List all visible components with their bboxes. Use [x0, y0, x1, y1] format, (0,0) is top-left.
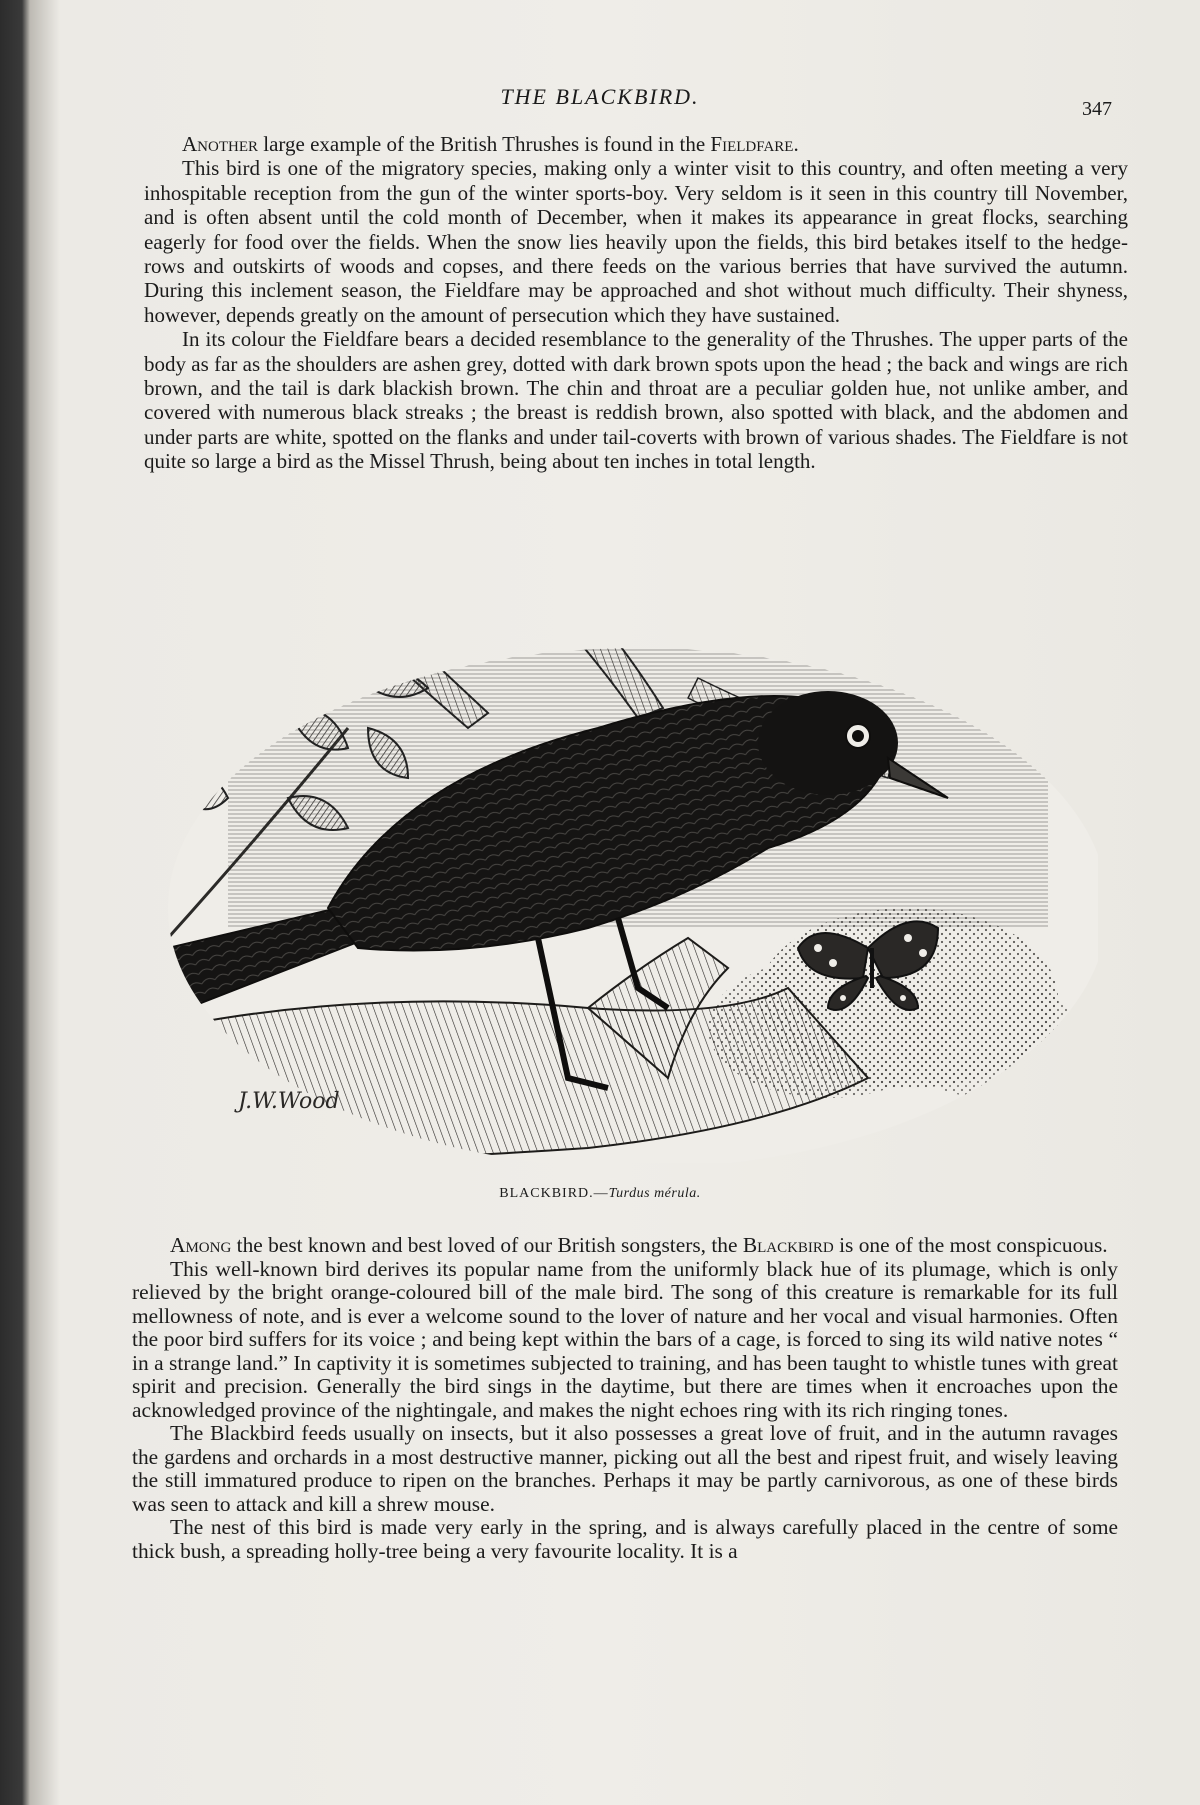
paragraph-text: is one of the most conspicuous. — [833, 1233, 1108, 1257]
engraver-signature: J.W.Wood — [238, 1089, 340, 1114]
lead-word: Among — [170, 1233, 232, 1257]
paragraph: In its colour the Fieldfare bears a decided resemblance to the generality of the Thrushes. The upper parts of the body as far as the shoulders are ashen grey, dotted with dark brown spots upon the head ; the back and wings are rich brown, and the tail is dark blackish brown. The chin and throat are a peculiar golden hue, not unlike amber, and covered with numerous black streaks ; the breast is reddish brown, also spotted with black, and the abdomen and under parts are white, spotted on the flanks and under tail-coverts with brown of various shades. The Fieldfare is not quite so large a bird as the Missel Thrush, being about ten inches in total length. — [144, 327, 1128, 474]
blackbird-section — [132, 1234, 1118, 1563]
species-name: Blackbird — [742, 1233, 834, 1257]
paragraph: The nest of this bird is made very early in the spring, and is always carefully placed in the centre of some thick bush, a spreading holly-tree being a very favourite locality. It is a — [132, 1515, 1118, 1563]
page-number: 347 — [1082, 98, 1112, 120]
paragraph: This well-known bird derives its popular name from the uniformly black hue of its plumage, which is only relieved by the bright orange-coloured bill of the male bird. The song of this creature is remarkable for its full mellowness of note, and is ever a welcome sound to the lover of nature and her vocal and visual harmonies. Often the poor bird suffers for its voice ; and being kept within the bars of a cage, is forced to sing its wild native notes “ in a strange land.” In captivity it is sometimes subjected to training, and has been taught to whistle tunes with great spirit and precision. Generally the bird sings in the daytime, but there are times when it encroaches upon the acknowledged province of the nightingale, and makes the night echoes ring with its rich ringing tones. — [132, 1256, 1118, 1422]
paragraph-text: . — [793, 132, 799, 156]
caption-latin: Turdus mérula. — [608, 1186, 701, 1201]
blackbird-illustration — [168, 608, 1098, 1163]
paragraph-text: the best known and best loved of our British songsters, the — [231, 1233, 743, 1257]
paragraph-text: large example of the British Thrushes is found in the — [258, 132, 711, 156]
lead-word: Another — [182, 132, 258, 156]
figure-caption — [0, 1186, 1200, 1202]
caption-name: BLACKBIRD.— — [499, 1186, 609, 1201]
fieldfare-section — [144, 132, 1128, 474]
paragraph — [132, 1234, 1118, 1258]
paragraph — [144, 132, 1128, 156]
running-title: THE BLACKBIRD. — [500, 84, 700, 109]
paragraph: The Blackbird feeds usually on insects, but it also possesses a great love of fruit, and in the autumn ravages the gardens and orchards in a most destructive manner, picking out all the best and ripest fruit, and wisely leaving the still immatured produce to ripen on the branches. Perhaps it may be partly carnivorous, as one of these birds was seen to attack and kill a shrew mouse. — [132, 1421, 1118, 1516]
species-name: Fieldfare — [710, 132, 794, 156]
paragraph: This bird is one of the migratory species, making only a winter visit to this country, and often meeting a very inhospitable reception from the gun of the winter sports-boy. Very seldom is it seen in this country till November, and is often absent until the cold month of December, when it makes its appearance in great flocks, searching eagerly for food over the fields. When the snow lies heavily upon the fields, this bird betakes itself to the hedge-rows and outskirts of woods and copses, and there feeds on the various berries that have survived the autumn. During this inclement season, the Fieldfare may be approached and shot without much difficulty. Their shyness, however, depends greatly on the amount of persecution which they have sustained. — [144, 156, 1128, 327]
